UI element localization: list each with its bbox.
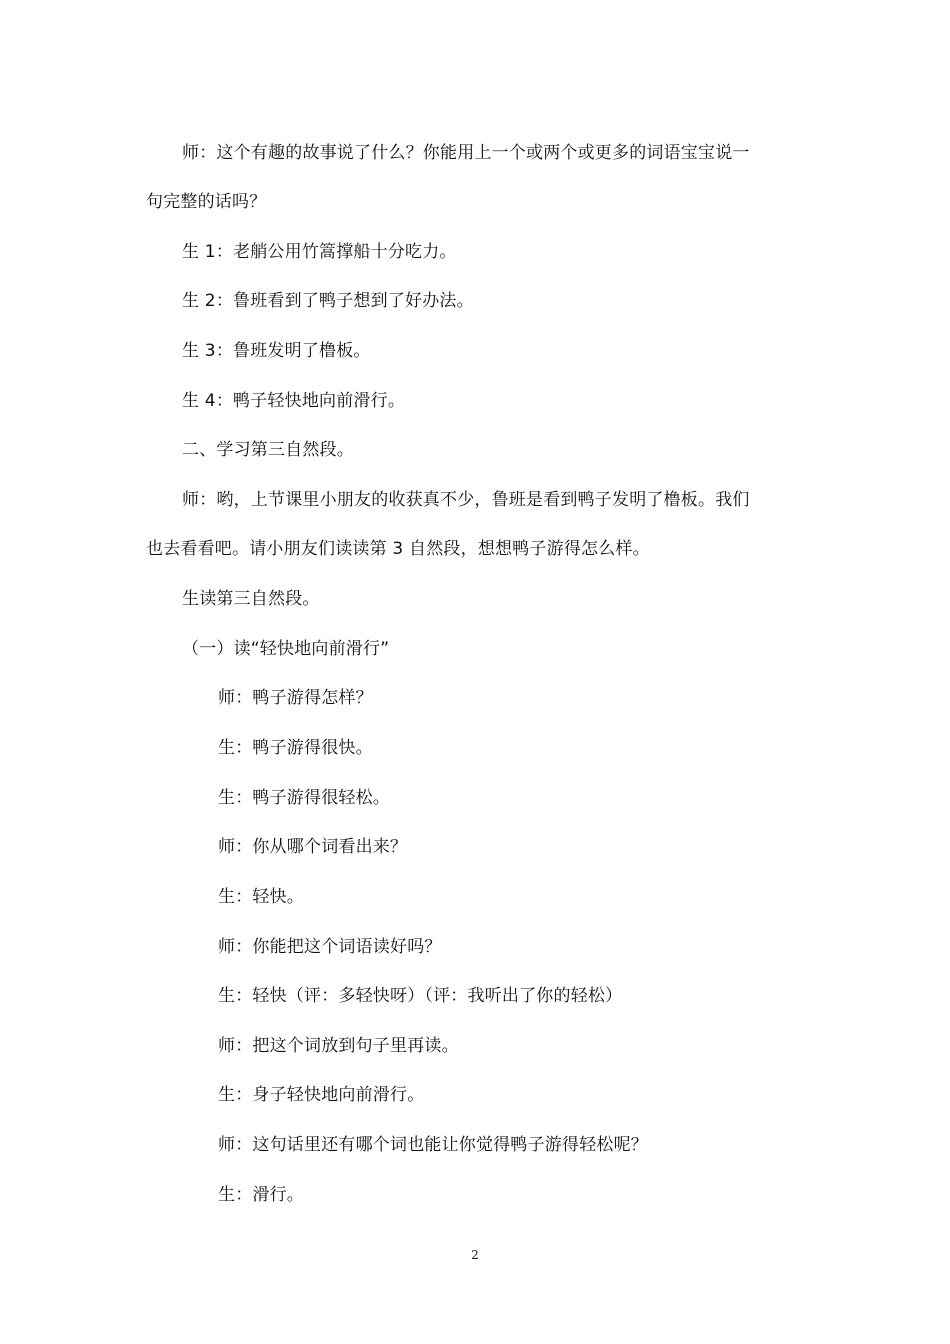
section-heading: 二、学习第三自然段。 bbox=[182, 440, 354, 460]
text-line: 生 3：鲁班发明了橹板。 bbox=[182, 341, 371, 361]
text-line: 生 4：鸭子轻快地向前滑行。 bbox=[182, 391, 406, 411]
dialogue-line: 生：滑行。 bbox=[218, 1185, 304, 1205]
dialogue-line: 师：把这个词放到句子里再读。 bbox=[218, 1036, 459, 1056]
text-line: 也去看看吧。请小朋友们读读第 3 自然段，想想鸭子游得怎么样。 bbox=[146, 539, 650, 559]
dialogue-line: 师：你能把这个词语读好吗？ bbox=[218, 937, 442, 957]
dialogue-line: 生：鸭子游得很轻松。 bbox=[218, 788, 390, 808]
text-line: 生 1：老艄公用竹篙撑船十分吃力。 bbox=[182, 242, 457, 262]
dialogue-line: 师：鸭子游得怎样？ bbox=[218, 688, 373, 708]
text-line: 师：哟，上节课里小朋友的收获真不少，鲁班是看到鸭子发明了橹板。我们 bbox=[182, 490, 750, 510]
dialogue-line: 生：轻快。 bbox=[218, 887, 304, 907]
dialogue-line: 生：鸭子游得很快。 bbox=[218, 738, 373, 758]
text-line: 句完整的话吗？ bbox=[146, 192, 267, 212]
text-line: 生读第三自然段。 bbox=[182, 589, 320, 609]
dialogue-line: 师：这句话里还有哪个词也能让你觉得鸭子游得轻松呢？ bbox=[218, 1135, 648, 1155]
dialogue-line: 生：轻快（评：多轻快呀）（评：我听出了你的轻松） bbox=[218, 986, 623, 1006]
dialogue-line: 师：你从哪个词看出来？ bbox=[218, 837, 408, 857]
text-line: 师：这个有趣的故事说了什么？你能用上一个或两个或更多的词语宝宝说一 bbox=[182, 143, 750, 163]
text-line: 生 2：鲁班看到了鸭子想到了好办法。 bbox=[182, 291, 474, 311]
subsection-heading: （一）读“轻快地向前滑行” bbox=[182, 639, 390, 659]
page-number: 2 bbox=[471, 1248, 479, 1262]
dialogue-line: 生：身子轻快地向前滑行。 bbox=[218, 1085, 425, 1105]
